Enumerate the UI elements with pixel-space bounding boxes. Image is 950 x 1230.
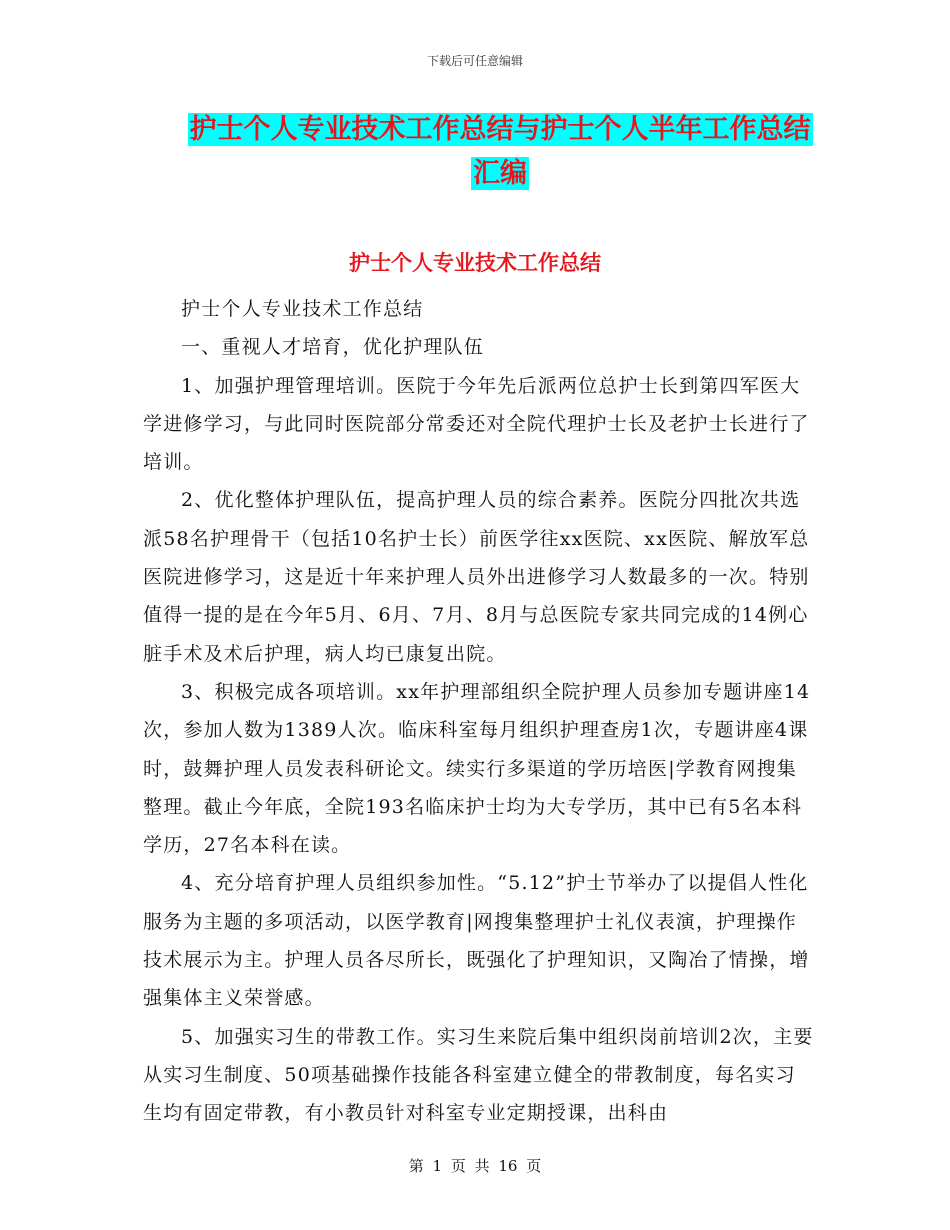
header-note: 下载后可任意编辑 [426,54,523,68]
paragraph: 一、重视人才培育，优化护理队伍 [181,336,485,359]
paragraph: 3、积极完成各项培训。xx年护理部组织全院护理人员参加专题讲座14次，参加人数为1389人次。临床科室每月组织护理查房1次，专题讲座4课时，鼓舞护理人员发表科研论文。续实行多渠道的学历培医|学教育网搜集整理。截止今年底，全院193名临床护士均为大专学历，其中已有5名本科学历，27名本科在读。 [143,680,811,857]
paragraph: 2、优化整体护理队伍，提高护理人员的综合素养。医院分四批次共选派58名护理骨干（包括10名护士长）前医学往xx医院、xx医院、解放军总医院进修学习，这是近十年来护理人员外出进修学习人数最多的一次。特别值得一提的是在今年5月、6月、7月、8月与总医院专家共同完成的14例心脏手术及术后护理，病人均已康复出院。 [143,489,810,665]
document-title-line-1: 护士个人专业技术工作总结与护士个人半年工作总结 [189,114,811,145]
paragraph: 护士个人专业技术工作总结 [181,298,424,320]
paragraph: 1、加强护理管理培训。医院于今年先后派两位总护士长到第四军医大学进修学习，与此同时医院部分常委还对全院代理护士长及老护士长进行了培训。 [143,374,810,474]
document-title-line-2: 汇编 [473,158,527,189]
paragraph: 5、加强实习生的带教工作。实习生来院后集中组织岗前培训2次，主要从实习生制度、50项基础操作技能各科室建立健全的带教制度，每名实习生均有固定带教，有小教员针对科室专业定期授课，出科由 [143,1025,814,1125]
section-title: 护士个人专业技术工作总结 [349,251,601,275]
document-title [140,108,860,196]
page-number: 第 1 页 共 16 页 [408,1157,542,1175]
document-body [143,290,815,1133]
paragraph: 4、充分培育护理人员组织参加性。“5.12”护士节举办了以提倡人性化服务为主题的多项活动，以医学教育|网搜集整理护士礼仪表演，护理操作技术展示为主。护理人员各尽所长，既强化了护理知识，又陶冶了情操，增强集体主义荣誉感。 [143,872,810,1010]
